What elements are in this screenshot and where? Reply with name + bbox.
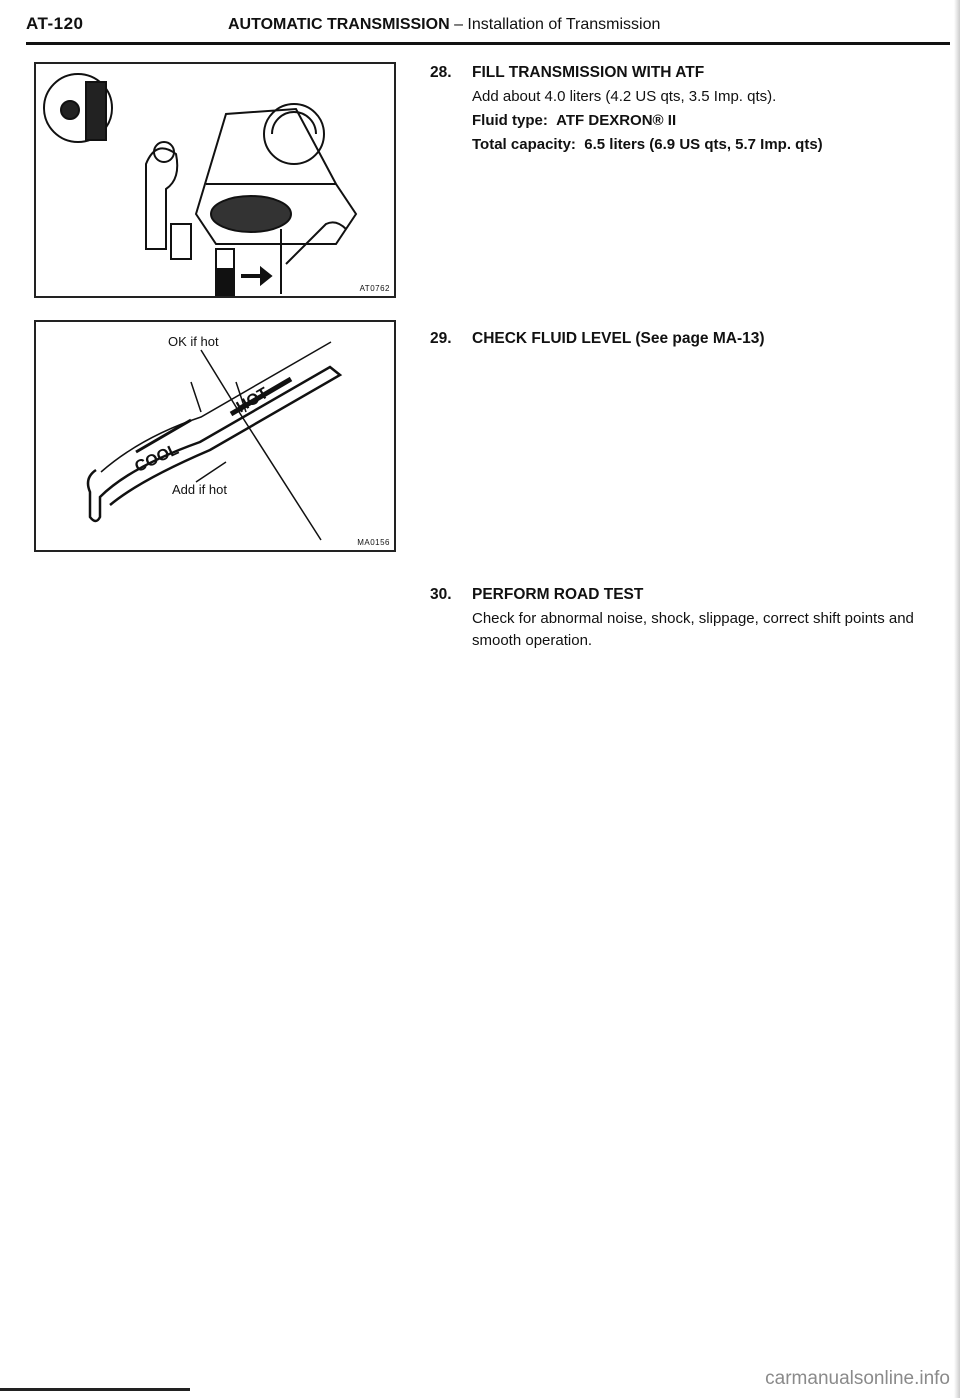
fluid-type-value: ATF DEXRON® II <box>556 112 677 129</box>
page-header <box>26 10 950 44</box>
page-title-sub: – Installation of Transmission <box>449 16 661 33</box>
footer-rule <box>0 1388 190 1391</box>
step-number: 29. <box>430 330 452 347</box>
fill-atf-illustration <box>36 64 394 296</box>
step-number: 30. <box>430 586 452 603</box>
shift-indicator-panel <box>86 82 106 140</box>
step-heading <box>430 584 950 606</box>
total-capacity-line <box>472 134 950 156</box>
figure-code: MA0156 <box>357 538 390 547</box>
step-29 <box>430 328 950 350</box>
mechanic-figure <box>146 148 177 249</box>
dipstick-illustration <box>36 322 394 550</box>
step-heading <box>430 62 950 84</box>
step-text: Check for abnormal noise, shock, slippage, correct shift points and smooth operation. <box>472 610 914 649</box>
fluid-type-label: Fluid type: <box>472 112 548 129</box>
figure-fluid-level <box>34 320 396 552</box>
step-title: CHECK FLUID LEVEL (See page MA-13) <box>472 330 765 347</box>
step-body <box>472 86 950 156</box>
fluid-type-line <box>472 110 950 132</box>
label-hot: HOT <box>233 384 272 417</box>
dipstick-blade <box>88 367 340 521</box>
page-title <box>228 16 660 34</box>
total-capacity-label: Total capacity: <box>472 136 576 153</box>
watermark: carmanualsonline.info <box>765 1368 950 1389</box>
step-title: PERFORM ROAD TEST <box>472 586 644 603</box>
page-edge-shadow <box>954 0 960 1398</box>
step-number: 28. <box>430 64 452 81</box>
header-rule <box>26 42 950 45</box>
label-add-if-hot: Add if hot <box>172 482 227 497</box>
step-heading <box>430 328 950 350</box>
figure-fill-atf <box>34 62 396 298</box>
label-cool: COOL <box>132 441 182 477</box>
figure-code: AT0762 <box>359 284 390 293</box>
step-title: FILL TRANSMISSION WITH ATF <box>472 64 705 81</box>
label-ok-if-hot: OK if hot <box>168 334 219 349</box>
step-30 <box>430 584 950 654</box>
page-title-main: AUTOMATIC TRANSMISSION <box>228 16 450 33</box>
step-text: Add about 4.0 liters (4.2 US qts, 3.5 Imp. qts). <box>472 88 777 105</box>
page-number: AT-120 <box>26 14 84 33</box>
leader-line-add <box>196 462 226 482</box>
step-28 <box>430 62 950 158</box>
total-capacity-value: 6.5 liters (6.9 US qts, 5.7 Imp. qts) <box>584 136 823 153</box>
step-body <box>472 608 950 652</box>
